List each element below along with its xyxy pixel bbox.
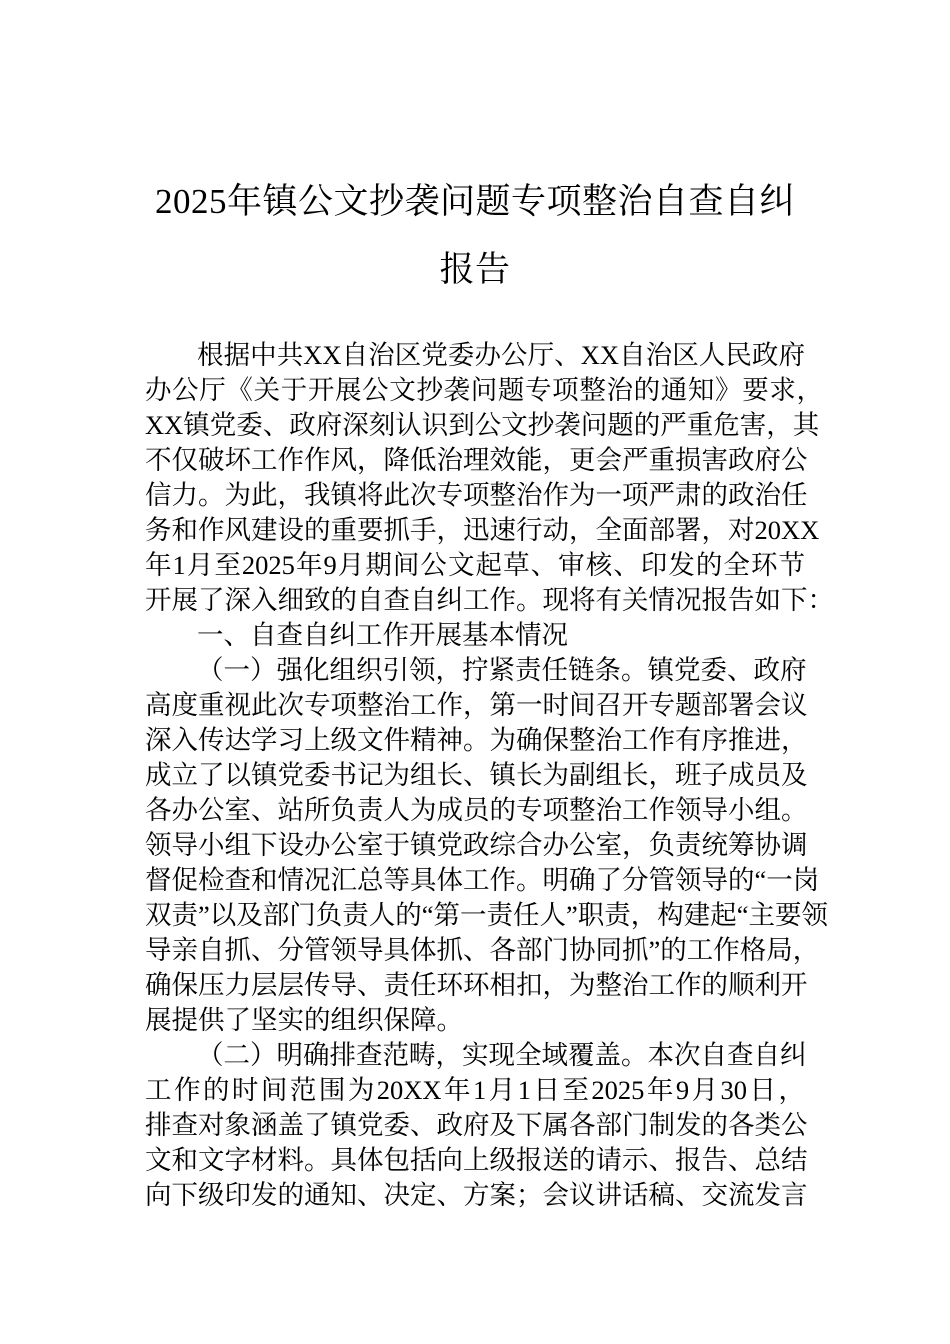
- paragraph-line: 各办公室、站所负责人为成员的专项整治工作领导小组。: [145, 795, 808, 825]
- paragraph-line: 向下级印发的通知、决定、方案；会议讲话稿、交流发言: [145, 1180, 808, 1210]
- paragraph-line: 办公厅《关于开展公文抄袭问题专项整治的通知》要求，: [145, 375, 823, 405]
- paragraph-line: 不仅破坏工作作风，降低治理效能，更会严重损害政府公: [145, 445, 808, 475]
- paragraph-line: 开展了深入细致的自查自纠工作。现将有关情况报告如下：: [145, 585, 834, 615]
- paragraph-line: 文和文字材料。具体包括向上级报送的请示、报告、总结: [145, 1145, 808, 1175]
- paragraph-line: 确保压力层层传导、责任环环相扣，为整治工作的顺利开: [145, 970, 808, 1000]
- paragraph-line: 根据中共XX自治区党委办公厅、XX自治区人民政府: [197, 340, 805, 370]
- section-heading: 一、自查自纠工作开展基本情况: [197, 620, 568, 650]
- subsection-line: （二）明确排查范畴，实现全域覆盖。本次自查自纠: [197, 1040, 807, 1070]
- paragraph-line: 督促检查和情况汇总等具体工作。明确了分管领导的“一岗: [145, 865, 820, 895]
- paragraph-line: 双责”以及部门负责人的“第一责任人”职责，构建起“主要领: [145, 900, 829, 930]
- paragraph-line: 领导小组下设办公室于镇党政综合办公室，负责统筹协调: [145, 830, 808, 860]
- subsection-line: （一）强化组织引领，拧紧责任链条。镇党委、政府: [197, 655, 807, 685]
- paragraph-line: 深入传达学习上级文件精神。为确保整治工作有序推进，: [145, 725, 808, 755]
- document-title-line-1: 2025年镇公文抄袭问题专项整治自查自纠: [154, 182, 795, 221]
- paragraph-line: 导亲自抓、分管领导具体抓、各部门协同抓”的工作格局，: [145, 935, 820, 965]
- paragraph-line: 排查对象涵盖了镇党委、政府及下属各部门制发的各类公: [145, 1110, 808, 1140]
- paragraph-line: 信力。为此，我镇将此次专项整治作为一项严肃的政治任: [145, 480, 808, 510]
- paragraph-line: 高度重视此次专项整治工作，第一时间召开专题部署会议: [145, 690, 808, 720]
- document-title-line-2: 报告: [439, 250, 511, 289]
- paragraph-line: 工作的时间范围为20XX年1月1日至2025年9月30日，: [145, 1075, 805, 1105]
- paragraph-line: 成立了以镇党委书记为组长、镇长为副组长，班子成员及: [145, 760, 808, 790]
- paragraph-line: 年1月至2025年9月期间公文起草、审核、印发的全环节: [145, 550, 805, 580]
- paragraph-line: XX镇党委、政府深刻认识到公文抄袭问题的严重危害，其: [145, 410, 820, 440]
- paragraph-line: 务和作风建设的重要抓手，迅速行动，全面部署，对20XX: [145, 515, 820, 545]
- paragraph-line: 展提供了坚实的组织保障。: [145, 1005, 463, 1035]
